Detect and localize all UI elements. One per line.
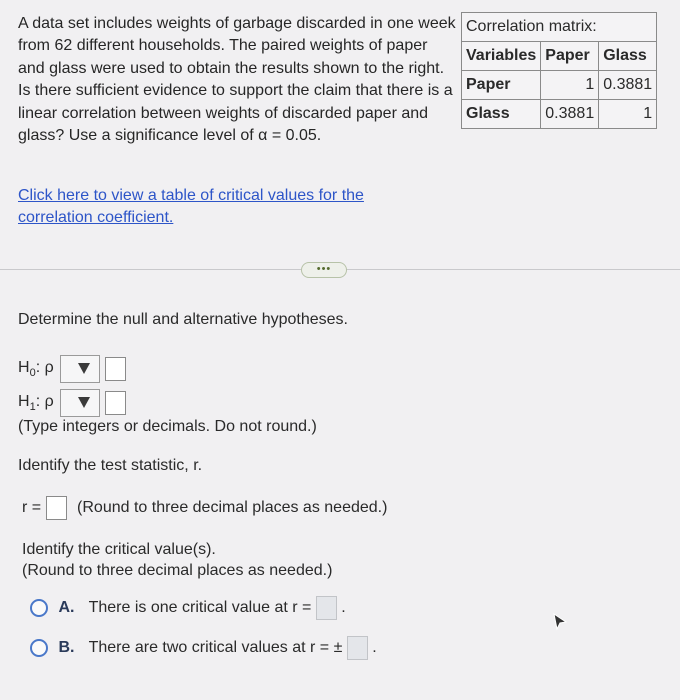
r-round-note: (Round to three decimal places as needed.) [77, 499, 388, 517]
option-a[interactable]: A. There is one critical value at r = . [30, 596, 346, 620]
header-glass: Glass [599, 42, 657, 71]
critical-values-link[interactable]: Click here to view a table of critical values for the correlation coefficient. [18, 187, 364, 226]
h1-operator-dropdown[interactable] [60, 389, 100, 417]
cell-glass-paper: 0.3881 [541, 100, 599, 129]
hypotheses-prompt: Determine the null and alternative hypotheses. [18, 311, 348, 328]
option-a-value-input[interactable] [316, 596, 337, 620]
header-variables: Variables [462, 42, 541, 71]
critical-round-note: (Round to three decimal places as needed.) [22, 562, 333, 579]
h0-symbol: $H_0$: ρ [18, 358, 54, 380]
h1-symbol: $H_1$: ρ [18, 392, 54, 414]
test-statistic-prompt: Identify the test statistic, r. [18, 457, 203, 474]
cell-paper-paper: 1 [541, 71, 599, 100]
hypotheses-instruction: (Type integers or decimals. Do not round.) [18, 418, 317, 435]
option-a-text: There is one critical value at r = [88, 599, 312, 617]
h1-value-input[interactable] [105, 391, 126, 415]
table-row [462, 71, 657, 100]
null-hypothesis-row [18, 355, 126, 383]
option-a-letter: A. [58, 599, 75, 617]
correlation-matrix-caption: Correlation matrix: [462, 13, 657, 42]
h0-value-input[interactable] [105, 357, 126, 381]
cell-paper-glass: 0.3881 [599, 71, 657, 100]
critical-values-prompt: Identify the critical value(s). [22, 541, 216, 558]
option-b-value-input[interactable] [347, 636, 368, 660]
cell-glass-glass: 1 [599, 100, 657, 129]
expand-more-button[interactable]: ••• [301, 262, 347, 278]
r-value-input[interactable] [46, 496, 67, 520]
row-label-glass: Glass [462, 100, 541, 129]
alt-hypothesis-row [18, 389, 126, 417]
test-statistic-row [22, 496, 387, 520]
h0-operator-dropdown[interactable] [60, 355, 100, 383]
row-label-paper: Paper [462, 71, 541, 100]
option-b-radio[interactable] [30, 639, 48, 657]
table-row [462, 100, 657, 129]
header-paper: Paper [541, 42, 599, 71]
option-b-text: There are two critical values at r = ± [88, 639, 343, 657]
option-b-letter: B. [58, 639, 75, 657]
option-b[interactable]: B. There are two critical values at r = ± . [30, 636, 377, 660]
mouse-cursor-icon [552, 612, 568, 632]
problem-statement: A data set includes weights of garbage discarded in one week from 62 different households. The paired weights of paper and glass were used to obtain the results shown to the right. Is there sufficient evidence to support the claim that there is a linear correlation between weights of discarded paper and glass? Use a significance level of α = 0.05. [18, 15, 456, 145]
r-label: r = [22, 499, 42, 517]
correlation-matrix-table [461, 12, 657, 129]
chevron-down-icon [78, 397, 90, 408]
chevron-down-icon [78, 363, 90, 374]
option-a-radio[interactable] [30, 599, 48, 617]
